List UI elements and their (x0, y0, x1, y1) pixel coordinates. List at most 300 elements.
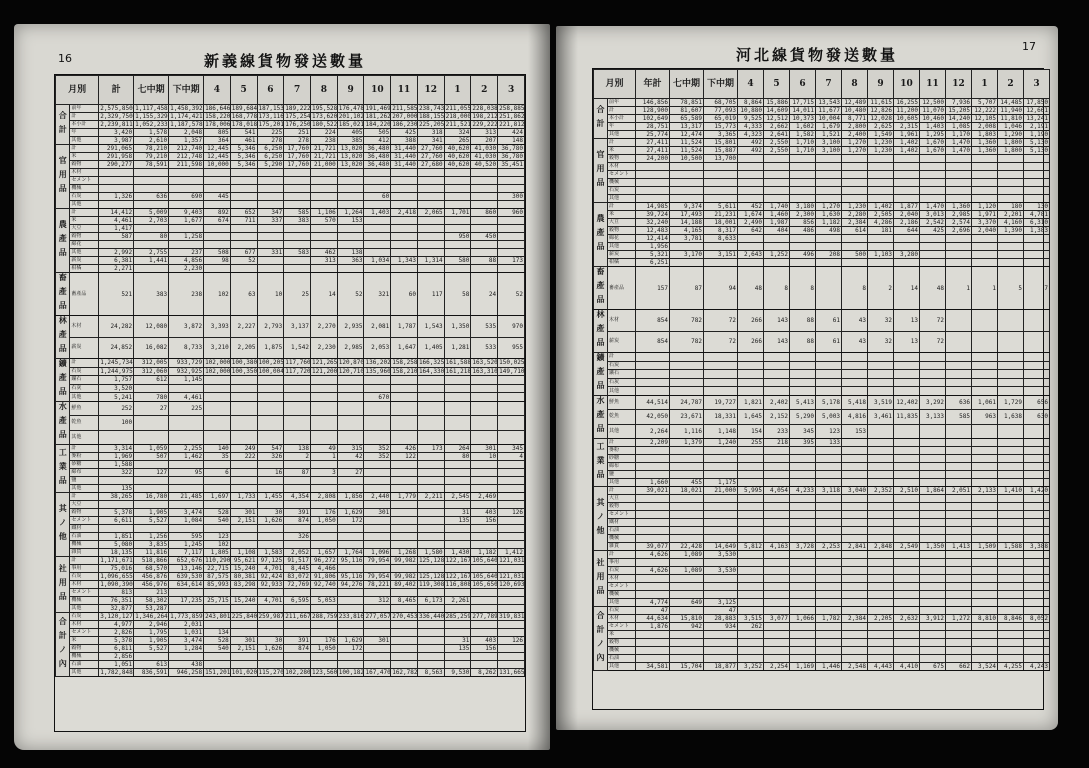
value-cell: 2,384 (842, 615, 868, 623)
value-cell: 211,585 (392, 105, 418, 112)
value-cell (946, 463, 972, 471)
table-row (594, 639, 1050, 647)
value-cell (816, 361, 842, 370)
value-cell: 28,883 (704, 615, 738, 623)
value-cell (364, 485, 391, 493)
item-label: 穀物 (70, 161, 99, 169)
value-cell: 1,773,859 (170, 613, 203, 620)
item-label: 砂糖 (608, 455, 636, 463)
value-cell: 352 (364, 445, 391, 453)
value-cell (972, 171, 998, 179)
value-cell (204, 376, 231, 385)
value-cell (764, 567, 790, 575)
value-cell (998, 187, 1024, 195)
item-label: 木材 (608, 310, 636, 332)
value-cell: 836,591 (134, 669, 169, 677)
value-cell: 255 (738, 439, 764, 447)
table-row (56, 177, 525, 185)
item-label: 薪炭 (608, 331, 636, 353)
value-cell: 313 (311, 257, 338, 265)
value-cell: 153 (842, 424, 868, 438)
value-cell: 238,743 (418, 105, 445, 112)
value-cell (842, 655, 868, 663)
value-cell (337, 225, 364, 233)
value-cell (391, 637, 418, 645)
value-cell (816, 455, 842, 463)
value-cell (99, 430, 134, 444)
item-label: 計 (70, 113, 99, 121)
value-cell (764, 378, 790, 387)
value-cell: 102,000 (205, 367, 231, 375)
value-cell: 946,258 (169, 669, 204, 677)
item-label: 麥粉 (70, 453, 99, 461)
value-cell: 5,707 (972, 99, 998, 107)
value-cell: 322 (99, 469, 134, 477)
value-cell (972, 378, 998, 387)
value-cell: 1,470 (946, 139, 972, 147)
value-cell (790, 583, 816, 591)
value-cell: 1,402 (894, 139, 920, 147)
value-cell (636, 655, 670, 663)
value-cell: 2,329,750 (100, 113, 133, 120)
value-cell: 27,680 (417, 161, 444, 169)
value-cell (790, 235, 816, 243)
value-cell (471, 193, 498, 201)
table-row (56, 445, 525, 453)
value-cell: 285,259 (445, 613, 471, 620)
value-cell: 72 (704, 310, 738, 332)
item-label: 木材 (70, 316, 99, 338)
freight-table (592, 68, 1049, 710)
value-cell (99, 169, 134, 177)
value-cell: 1,090,390 (100, 581, 133, 588)
value-cell: 100,205 (258, 359, 284, 367)
value-cell (1024, 527, 1050, 535)
value-cell (417, 565, 444, 573)
value-cell (868, 163, 894, 171)
value-cell: 612 (134, 376, 169, 385)
value-cell (816, 567, 842, 575)
value-cell (364, 565, 391, 573)
value-cell: 30 (257, 509, 284, 517)
value-cell: 43 (842, 331, 868, 353)
value-cell (998, 155, 1024, 163)
value-cell: 2,575,850 (100, 105, 133, 112)
value-cell (498, 461, 525, 469)
value-cell: 1,660 (636, 479, 670, 487)
value-cell (1024, 447, 1050, 455)
value-cell (868, 495, 894, 503)
value-cell: 3,280 (894, 251, 920, 259)
value-cell: 17,760 (284, 145, 311, 153)
value-cell: 1,877 (894, 203, 920, 211)
value-cell: 83,298 (230, 581, 257, 589)
value-cell: 2,271 (99, 265, 134, 273)
table-row (594, 663, 1050, 671)
value-cell (764, 655, 790, 663)
value-cell (816, 623, 842, 631)
table-row (594, 583, 1050, 591)
value-cell (920, 353, 946, 362)
value-cell (868, 583, 894, 591)
value-cell (972, 387, 998, 396)
value-cell: 195,528 (312, 105, 338, 112)
value-cell (894, 187, 920, 195)
value-cell (894, 259, 920, 267)
category-label: 工業品 (594, 439, 608, 487)
value-cell: 1,583 (257, 549, 284, 557)
value-cell (972, 447, 998, 455)
value-cell (337, 597, 364, 605)
value-cell (894, 235, 920, 243)
month-header: 月別 (56, 76, 99, 105)
value-cell: 388 (391, 137, 418, 145)
value-cell (391, 225, 418, 233)
item-label: 前年 (70, 105, 99, 113)
value-cell: 158,210 (392, 367, 418, 375)
value-cell: 711 (230, 217, 257, 225)
value-cell: 505 (364, 129, 391, 137)
value-cell (842, 639, 868, 647)
value-cell: 2,848 (868, 543, 894, 551)
value-cell: 3,170 (670, 251, 704, 259)
table-row (594, 591, 1050, 599)
column-header: 12 (946, 70, 972, 99)
value-cell (444, 249, 471, 257)
value-cell: 1,170 (946, 131, 972, 139)
value-cell (790, 479, 816, 487)
value-cell: 452 (738, 203, 764, 211)
value-cell (444, 605, 471, 613)
value-cell: 2,946 (134, 621, 169, 629)
value-cell (1024, 331, 1050, 353)
value-cell (417, 416, 444, 430)
table-row (594, 123, 1050, 131)
value-cell: 2,230 (169, 265, 204, 273)
item-label: 機械 (70, 541, 99, 549)
value-cell (738, 567, 764, 575)
value-cell: 1,379 (670, 439, 704, 447)
value-cell (670, 527, 704, 535)
value-cell (1024, 179, 1050, 187)
value-cell: 140 (204, 445, 231, 453)
value-cell (764, 559, 790, 567)
value-cell (417, 453, 444, 461)
value-cell (417, 637, 444, 645)
value-cell: 91,517 (284, 557, 311, 565)
value-cell (894, 591, 920, 599)
value-cell (894, 655, 920, 663)
value-cell (257, 485, 284, 493)
value-cell: 4,054 (764, 487, 790, 495)
value-cell (311, 653, 338, 661)
value-cell: 8,465 (391, 597, 418, 605)
item-label: 計 (608, 203, 636, 211)
value-cell: 10,000 (204, 161, 231, 169)
value-cell (670, 607, 704, 615)
value-cell: 13,020 (337, 145, 364, 153)
value-cell: 1,066 (790, 615, 816, 623)
value-cell (946, 259, 972, 267)
value-cell (257, 533, 284, 541)
category-label: 合計 (56, 105, 70, 145)
value-cell: 14,188 (670, 219, 704, 227)
value-cell (636, 353, 670, 362)
value-cell: 2,230 (311, 337, 338, 359)
value-cell (738, 171, 764, 179)
value-cell: 300 (498, 193, 525, 201)
value-cell: 1,096,655 (100, 573, 133, 580)
value-cell: 508 (204, 249, 231, 257)
value-cell (284, 384, 311, 393)
value-cell (670, 535, 704, 543)
value-cell (391, 605, 418, 613)
value-cell (636, 527, 670, 535)
value-cell: 120,710 (338, 367, 365, 375)
value-cell (946, 655, 972, 663)
value-cell: 805 (204, 129, 231, 137)
value-cell (498, 525, 525, 533)
value-cell: 87 (670, 267, 704, 310)
value-cell (868, 559, 894, 567)
value-cell (230, 233, 257, 241)
value-cell: 13,700 (704, 155, 738, 163)
value-cell: 17,493 (670, 211, 704, 219)
value-cell (972, 361, 998, 370)
value-cell (230, 525, 257, 533)
value-cell: 5,378 (99, 637, 134, 645)
value-cell (816, 447, 842, 455)
value-cell (1024, 171, 1050, 179)
value-cell: 167,470 (365, 669, 391, 676)
value-cell: 1,245 (169, 541, 204, 549)
value-cell: 6,310 (1024, 219, 1050, 227)
value-cell (337, 185, 364, 193)
month-header: 月別 (594, 70, 636, 99)
table-row (594, 655, 1050, 663)
value-cell: 49 (311, 445, 338, 453)
value-cell: 12,661 (1024, 107, 1050, 115)
value-cell (704, 471, 738, 479)
value-cell: 1,956 (636, 243, 670, 251)
value-cell (204, 589, 231, 597)
value-cell (868, 503, 894, 511)
value-cell (790, 370, 816, 379)
value-cell (946, 439, 972, 447)
value-cell (311, 477, 338, 485)
value-cell (417, 185, 444, 193)
item-label: 乾魚 (608, 410, 636, 424)
value-cell: 3,987 (99, 137, 134, 145)
item-label: 畜產品 (608, 267, 636, 310)
value-cell: 88 (790, 310, 816, 332)
value-cell: 6 (204, 469, 231, 477)
value-cell: 1,360 (946, 203, 972, 211)
value-cell: 1,405 (417, 337, 444, 359)
value-cell: 52 (337, 273, 364, 316)
value-cell (946, 551, 972, 559)
value-cell (790, 551, 816, 559)
value-cell: 2,548 (842, 663, 868, 671)
value-cell (842, 495, 868, 503)
value-cell: 172 (337, 517, 364, 525)
value-cell: 438 (169, 661, 204, 669)
value-cell: 15,887 (704, 147, 738, 155)
table-row (56, 273, 525, 316)
value-cell (636, 447, 670, 455)
value-cell (169, 201, 204, 209)
table-row (594, 155, 1050, 163)
value-cell: 95,621 (230, 557, 257, 565)
value-cell (868, 187, 894, 195)
value-cell (946, 471, 972, 479)
value-cell (284, 589, 311, 597)
value-cell: 2,550 (764, 147, 790, 155)
value-cell: 117,760 (285, 359, 311, 367)
value-cell (670, 583, 704, 591)
value-cell (1024, 535, 1050, 543)
value-cell: 8,846 (998, 615, 1024, 623)
value-cell (946, 187, 972, 195)
value-cell: 27 (337, 469, 364, 477)
value-cell: 233,816 (338, 613, 365, 620)
value-cell: 41,030 (471, 153, 498, 161)
value-cell: 2,352 (868, 487, 894, 495)
value-cell: 266 (738, 331, 764, 353)
value-cell (842, 631, 868, 639)
value-cell (471, 653, 498, 661)
value-cell: 4,701 (257, 597, 284, 605)
value-cell (1024, 387, 1050, 396)
value-cell: 1,430 (444, 549, 471, 557)
value-cell (670, 511, 704, 519)
value-cell (311, 430, 338, 444)
value-cell (946, 607, 972, 615)
value-cell: 1,117,458 (135, 105, 168, 112)
value-cell (444, 201, 471, 209)
value-cell: 161,218 (445, 367, 471, 375)
item-label: 木材 (70, 581, 99, 589)
value-cell: 135 (99, 485, 134, 493)
value-cell (738, 631, 764, 639)
value-cell (816, 495, 842, 503)
value-cell: 173 (417, 445, 444, 453)
value-cell (1024, 623, 1050, 631)
value-cell (998, 623, 1024, 631)
value-cell: 492 (738, 139, 764, 147)
value-cell (364, 430, 391, 444)
value-cell: 541 (230, 129, 257, 137)
item-label: 薪炭 (70, 337, 99, 359)
value-cell (337, 430, 364, 444)
value-cell: 1,800 (998, 147, 1024, 155)
value-cell: 326 (284, 533, 311, 541)
value-cell: 14,985 (636, 203, 670, 211)
value-cell (417, 402, 444, 416)
value-cell (417, 201, 444, 209)
value-cell (417, 225, 444, 233)
value-cell (391, 501, 418, 509)
value-cell (471, 376, 498, 385)
value-cell (920, 424, 946, 438)
value-cell (738, 235, 764, 243)
value-cell (972, 511, 998, 519)
value-cell: 21,231 (704, 211, 738, 219)
value-cell (284, 430, 311, 444)
column-header: 1 (972, 70, 998, 99)
value-cell (1024, 583, 1050, 591)
table-row (56, 557, 525, 565)
value-cell: 4,165 (670, 227, 704, 235)
value-cell: 450 (471, 233, 498, 241)
value-cell (704, 353, 738, 362)
value-cell (284, 257, 311, 265)
value-cell (738, 551, 764, 559)
table-row (594, 147, 1050, 155)
value-cell: 5 (998, 267, 1024, 310)
value-cell (364, 469, 391, 477)
value-cell (364, 477, 391, 485)
value-cell (764, 179, 790, 187)
value-cell: 1,245,734 (100, 359, 133, 367)
table-row (594, 559, 1050, 567)
value-cell: 78,210 (134, 145, 169, 153)
table-row (56, 533, 525, 541)
value-cell: 3,370 (972, 219, 998, 227)
value-cell (842, 519, 868, 527)
value-cell (311, 416, 338, 430)
value-cell (972, 310, 998, 332)
value-cell: 72 (704, 331, 738, 353)
value-cell (790, 378, 816, 387)
column-header: 2 (998, 70, 1024, 99)
value-cell: 4,466 (311, 565, 338, 573)
value-cell (764, 607, 790, 615)
value-cell (204, 402, 231, 416)
value-cell: 3,393 (204, 316, 231, 338)
value-cell (998, 387, 1024, 396)
value-cell (946, 195, 972, 203)
value-cell: 163,520 (472, 359, 498, 367)
value-cell: 7,936 (946, 99, 972, 107)
value-cell (868, 370, 894, 379)
value-cell (169, 477, 204, 485)
category-label: 水產品 (56, 402, 70, 445)
value-cell: 222 (230, 453, 257, 461)
value-cell: 136,202 (365, 359, 391, 367)
value-cell (444, 185, 471, 193)
value-cell (311, 201, 338, 209)
value-cell: 77,093 (704, 107, 738, 115)
value-cell (417, 605, 444, 613)
item-label: 其他 (70, 669, 99, 677)
value-cell (868, 195, 894, 203)
value-cell: 52 (230, 257, 257, 265)
value-cell (417, 501, 444, 509)
value-cell: 2,542 (920, 219, 946, 227)
value-cell: 1,148 (704, 424, 738, 438)
value-cell: 15,240 (230, 565, 257, 573)
value-cell: 2,696 (946, 227, 972, 235)
value-cell (257, 193, 284, 201)
value-cell: 4,626 (636, 551, 670, 559)
value-cell: 131,665 (499, 669, 525, 676)
table-row (56, 137, 525, 145)
value-cell (816, 599, 842, 607)
table-row (56, 581, 525, 589)
value-cell (230, 241, 257, 249)
value-cell: 2,384 (842, 219, 868, 227)
